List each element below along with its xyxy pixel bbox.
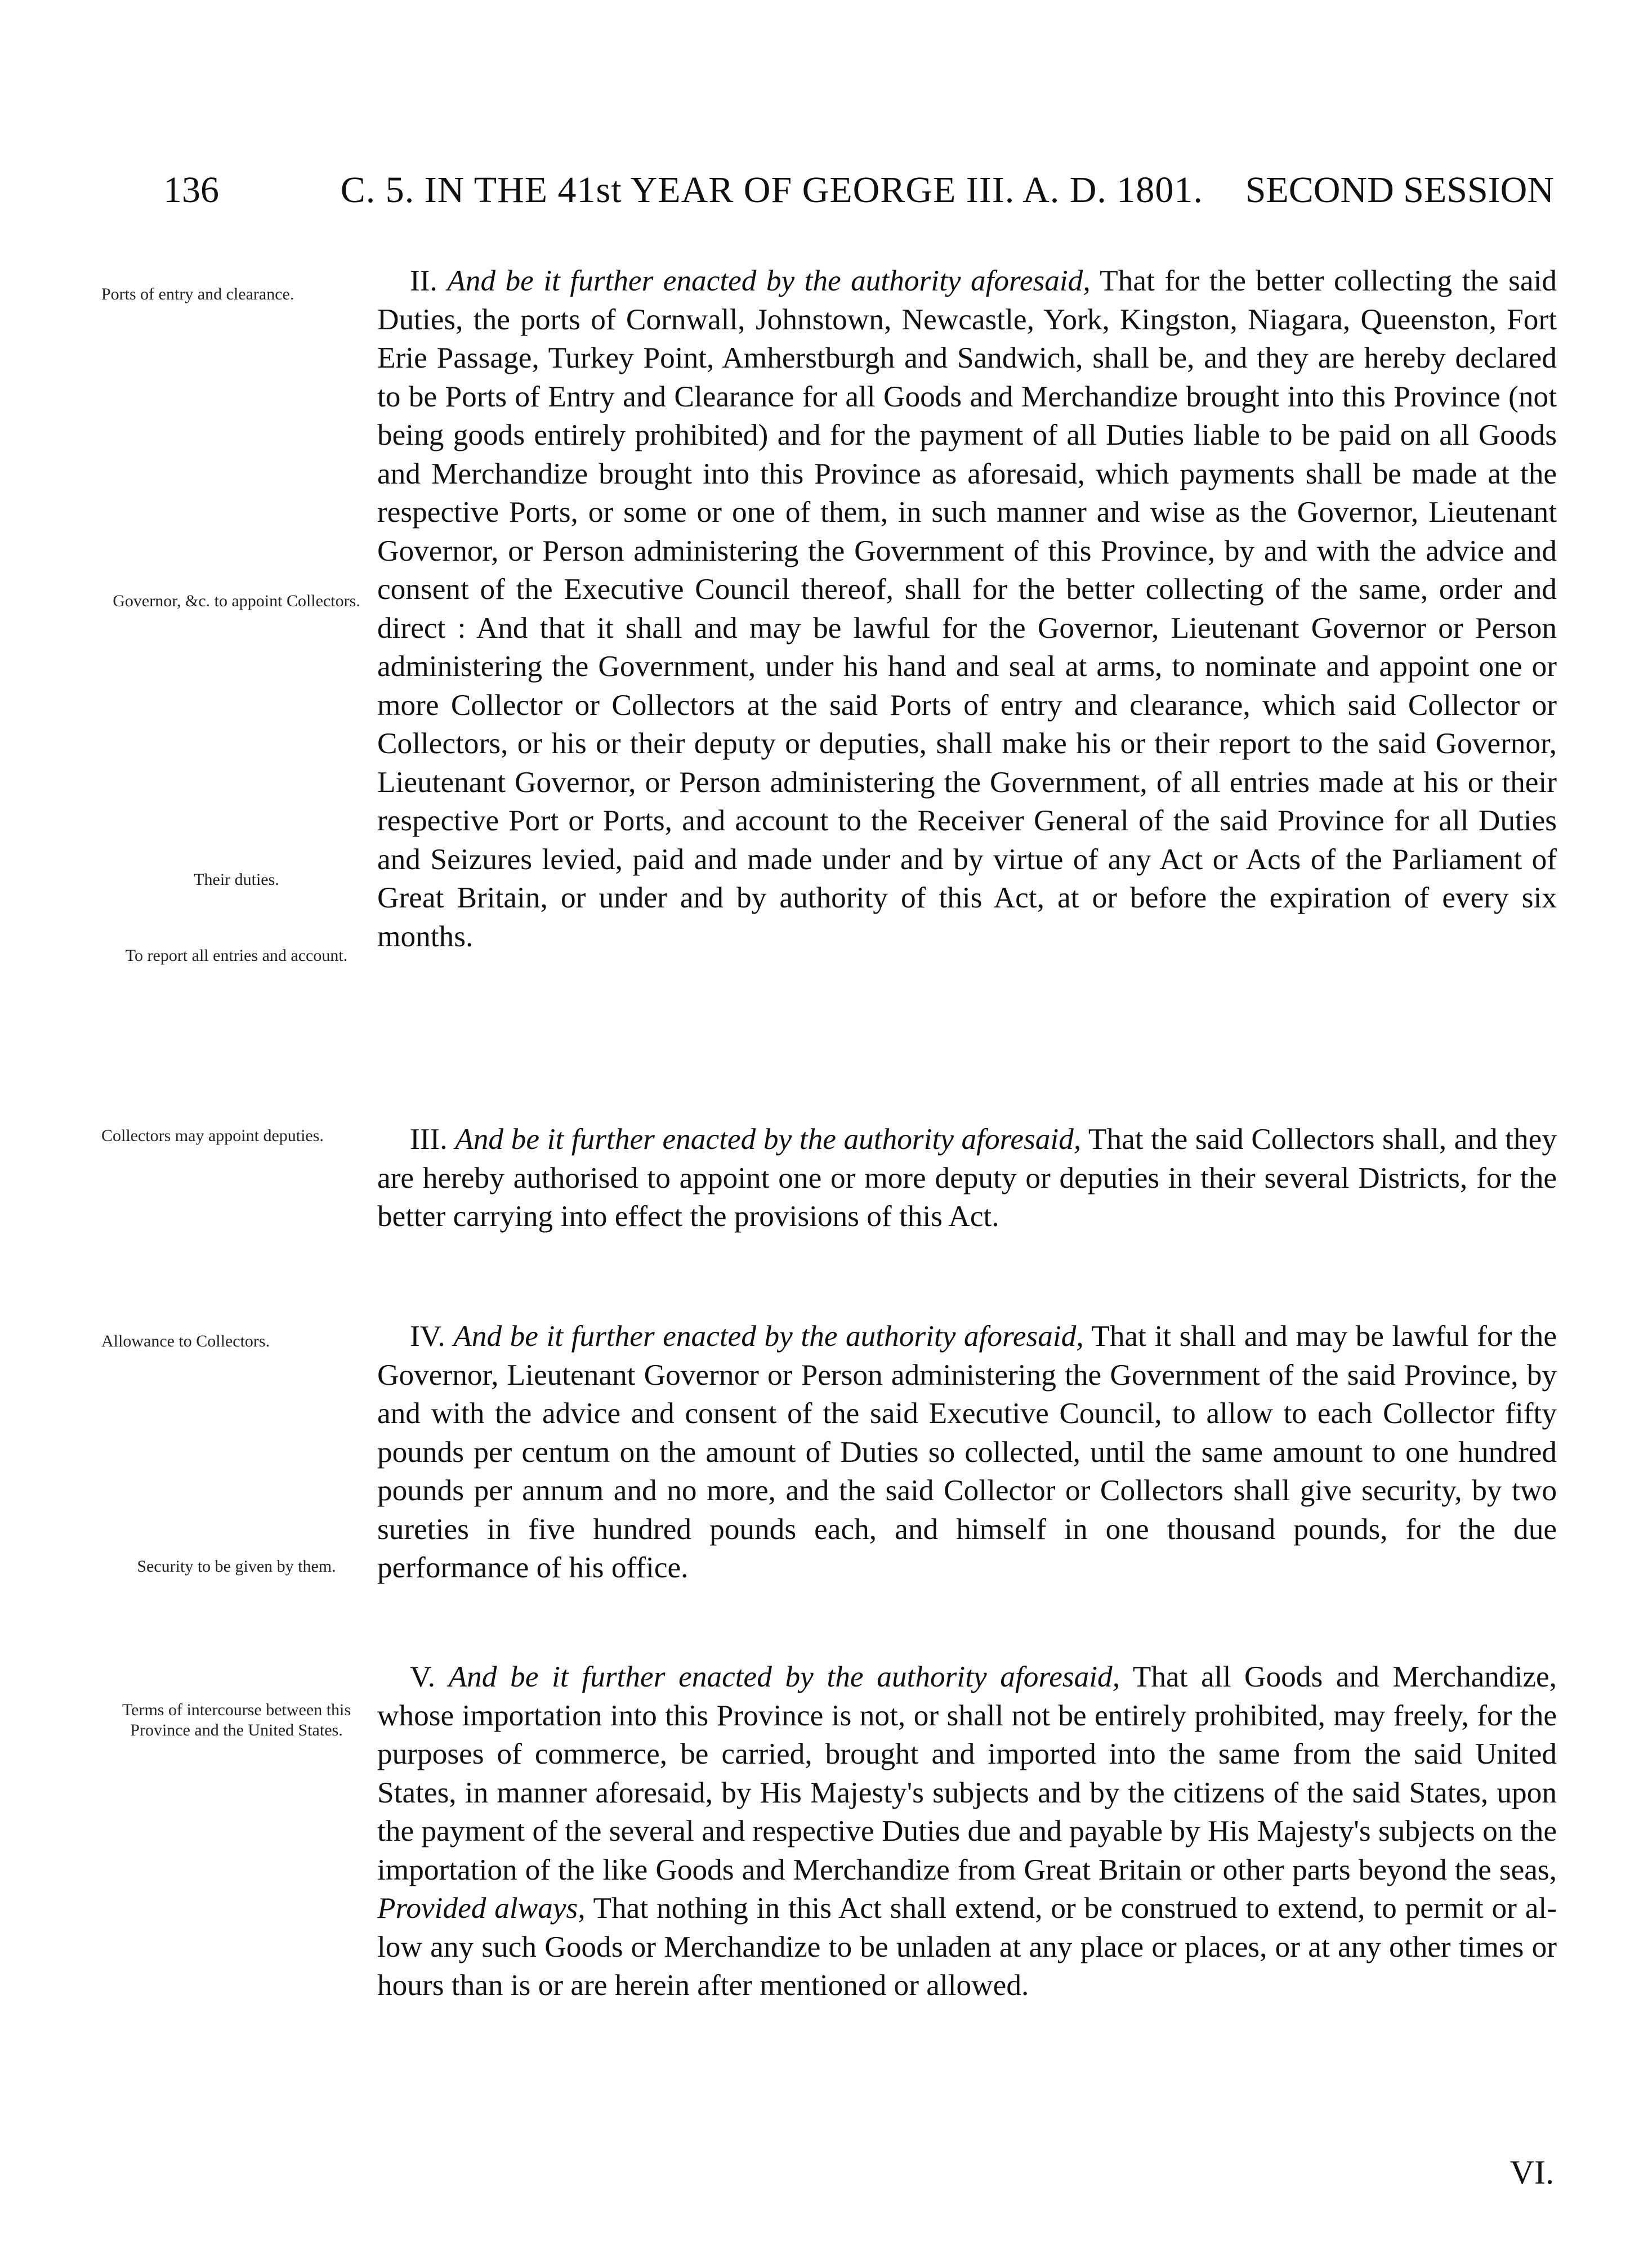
section-5-intro: And be it further enacted by the authority aforesaid, — [448, 1660, 1120, 1693]
section-4-numeral: IV. — [410, 1319, 445, 1353]
section-2-intro: And be it further enacted by the authority aforesaid, — [447, 264, 1091, 297]
section-5-text-2: That nothing in this Act shall extend, or be construed to extend, to permit or allow any such Goods or Merchandize to be unladen at any place or places, or at any other times or hours than is or are herein after mentioned or allowed. — [377, 1891, 1557, 2002]
margin-note-security: Security to be given by them. — [137, 1557, 336, 1576]
margin-note-ports: Ports of entry and clearance. — [101, 285, 294, 303]
margin-note-terms: Terms of intercourse between this Province and the United States. — [122, 1701, 351, 1739]
section-5-numeral: V. — [410, 1660, 435, 1693]
section-3-text: That the said Collectors shall, and they are hereby authorised to appoint one or more deputy or deputies in their several Districts, for the better carrying into effect the provisions of this Act. — [377, 1122, 1557, 1233]
section-4-intro: And be it further enacted by the authority aforesaid, — [453, 1319, 1084, 1353]
margin-note-report: To report all entries and account. — [125, 946, 348, 965]
section-5-text-1: That all Goods and Merchandize, whose importation into this Province is not, or shall not be entirely prohibited, may freely, for the purposes of commerce, be carried, brought and imported into the same from the said United States, in manner aforesaid, by His Majesty's subjects and by the citizens of the said States, upon the payment of the several and respective Duties due and payable by His Majesty's subjects on the importation of the like Goods and Merchandize from Great Britain or other parts beyond the seas, — [377, 1660, 1557, 1886]
running-head-title: C. 5. IN THE 41st YEAR OF GEORGE III. A. D. 1801. — [340, 169, 1203, 211]
section-2 — [377, 262, 1557, 956]
section-2-text: That for the better collecting the said Duties, the ports of Cornwall, Johnstown, Newcastle, York, Kingston, Niagara, Queenston, Fort Erie Passage, Turkey Point, Amherstburgh and Sandwich, shall be, and they are hereby declared to be Ports of Entry and Clearance for all Goods and Merchandize brought into this Province (not being goods entirely prohibited) and for the payment of all Duties liable to be paid on all Goods and Merchandize brought into this Province as aforesaid, which payments shall be made at the respective Ports, or some or one of them, in such manner and wise as the Governor, Lieutenant Governor, or Person administering the Government of this Province, by and with the advice and consent of the Executive Council thereof, shall for the better collecting of the same, order and direct : And that it shall and may be lawful for the Governor, Lieutenant Governor or Person administering the Government, under his hand and seal at arms, to nominate and appoint one or more Collector or Collectors at the said Ports of entry and clearance, which said Collector or Collectors, or his or their deputy or deputies, shall make his or their report to the said Governor, Lieutenant Governor, or Person administering the Government, of all entries made at his or their respective Port or Ports, and account to the Receiver General of the said Province for all Duties and Seizures levied, paid and made under and by virtue of any Act or Acts of the Parliament of Great Britain, or under and by authority of this Act, at or before the expiration of every six months. — [377, 264, 1557, 953]
section-4-text: That it shall and may be lawful for the Governor, Lieutenant Governor or Person administering the Government of the said Province, by and with the advice and consent of the said Executive Council, to allow to each Collector fifty pounds per centum on the amount of Duties so collected, until the same amount to one hundred pounds per annum and no more, and the said Collector or Collectors shall give security, by two sureties in five hundred pounds each, and himself in one thousand pounds, for the due performance of his office. — [377, 1319, 1557, 1584]
section-3-intro: And be it further enacted by the authority aforesaid, — [455, 1122, 1082, 1156]
margin-note-deputies: Collectors may appoint deputies. — [101, 1126, 324, 1145]
margin-note-governor: Governor, &c. to appoint Collectors. — [113, 592, 360, 610]
session-label: SECOND SESSION — [1245, 169, 1554, 211]
section-3-numeral: III. — [410, 1122, 448, 1156]
margin-note-duties: Their duties. — [194, 870, 279, 889]
page-number: 136 — [163, 169, 219, 211]
section-2-numeral: II. — [410, 264, 437, 297]
next-section-marker: VI. — [1510, 2154, 1554, 2191]
section-3 — [377, 1120, 1557, 1236]
section-5 — [377, 1658, 1557, 2005]
running-header — [163, 169, 1554, 220]
section-5-proviso: Provided always, — [377, 1891, 586, 1925]
section-4 — [377, 1317, 1557, 1587]
margin-note-allowance: Allowance to Collectors. — [101, 1332, 270, 1350]
